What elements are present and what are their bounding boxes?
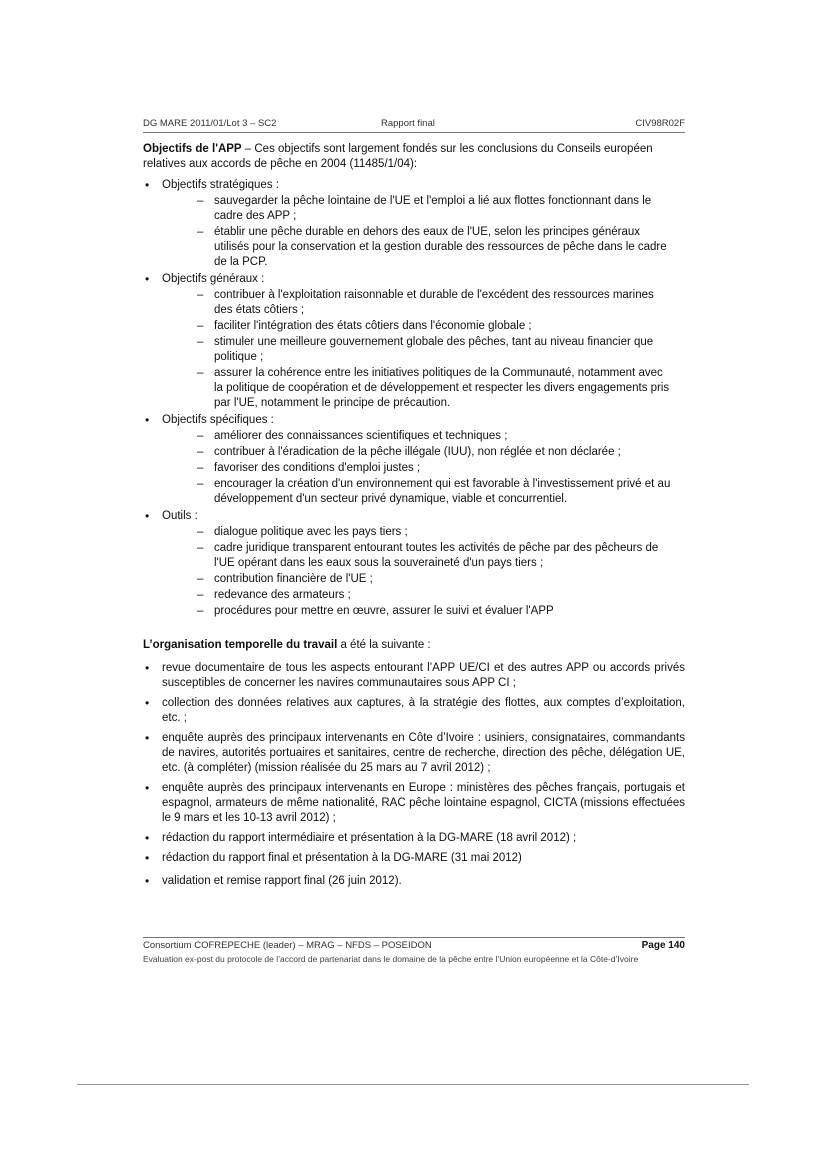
objectives-list (143, 178, 685, 619)
footer-line (143, 940, 685, 953)
footer-consortium: Consortium COFREPECHE (leader) – MRAG – NFDS – POSEIDON (143, 940, 432, 951)
objective-group-label: Objectifs stratégiques : (162, 179, 279, 191)
objective-item: – dialogue politique avec les pays tiers ; (162, 525, 685, 540)
page-footer (143, 937, 685, 964)
task-item: • enquête auprès des principaux intervenants en Côte d’Ivoire : usiniers, consignataires, commandants de navires, autorités portuaires et sanitaires, centre de recherche, direction des pêche, délégation UE, etc. (à compléter) (mission réalisée du 25 mars au 7 avril 2012) ; (143, 731, 685, 776)
objective-item: – établir une pêche durable en dehors des eaux de l'UE, selon les principes généraux utilisés pour la conservation et la gestion durable des ressources de pêche dans le cadre de la PCP. (162, 225, 685, 270)
objective-item: – stimuler une meilleure gouvernement globale des pêches, tant au niveau financier que politique ; (162, 335, 685, 365)
task-item: • validation et remise rapport final (26 juin 2012). (143, 874, 685, 889)
task-item: • collection des données relatives aux captures, à la stratégie des flottes, aux comptes d’exploitation, etc. ; (143, 696, 685, 726)
objective-sublist (162, 288, 685, 411)
header-title: Rapport final (381, 118, 435, 129)
tasks-list (143, 661, 685, 889)
objective-item: – redevance des armateurs ; (162, 588, 685, 603)
objective-item: – cadre juridique transparent entourant toutes les activités de pêche par des pêcheurs de l'UE opérant dans les eaux sous la souveraineté d'un pays tiers ; (162, 541, 685, 571)
intro-paragraph (143, 142, 685, 172)
objective-item: – contribuer à l'éradication de la pêche illégale (IUU), non réglée et non déclarée ; (162, 445, 685, 460)
objective-item: – procédures pour mettre en œuvre, assurer le suivi et évaluer l'APP (162, 604, 685, 619)
header-reference: DG MARE 2011/01/Lot 3 – SC2 (143, 118, 277, 129)
header-code: CIV98R02F (635, 118, 685, 129)
objective-group-label: Objectifs spécifiques : (162, 414, 274, 426)
objective-item: – assurer la cohérence entre les initiatives politiques de la Communauté, notamment avec la politique de coopération et de développement et respecter les divers engagements pris par l'UE, notamment le principe de précaution. (162, 366, 685, 411)
task-item: • revue documentaire de tous les aspects entourant l’APP UE/CI et des autres APP ou accords privés susceptibles de concerner les navires communautaires sous APP CI ; (143, 661, 685, 691)
objective-group (143, 509, 685, 619)
objective-group-label: Outils : (162, 510, 198, 522)
page-bottom-divider (77, 1084, 749, 1085)
objective-item: – faciliter l'intégration des états côtiers dans l'économie globale ; (162, 319, 685, 334)
intro-heading: Objectifs de l'APP (143, 143, 242, 155)
objective-group (143, 413, 685, 507)
objective-sublist (162, 194, 685, 270)
task-item: • rédaction du rapport final et présentation à la DG-MARE (31 mai 2012) (143, 851, 685, 866)
organisation-text: a été la suivante : (337, 639, 431, 651)
document-body (143, 142, 685, 894)
objective-group (143, 272, 685, 411)
organisation-heading: L’organisation temporelle du travail (143, 639, 338, 651)
objective-group (143, 178, 685, 270)
objective-item: – contribution financière de l'UE ; (162, 572, 685, 587)
objective-item: – contribuer à l'exploitation raisonnable et durable de l'excédent des ressources marines des états côtiers ; (162, 288, 685, 318)
task-item: • rédaction du rapport intermédiaire et présentation à la DG-MARE (18 avril 2012) ; (143, 831, 685, 846)
organisation-paragraph (143, 638, 685, 653)
objective-item: – favoriser des conditions d'emploi justes ; (162, 461, 685, 476)
objective-item: – améliorer des connaissances scientifiques et techniques ; (162, 429, 685, 444)
objective-item: – sauvegarder la pêche lointaine de l'UE et l'emploi a lié aux flottes fonctionnant dans le cadre des APP ; (162, 194, 685, 224)
footer-subtitle: Evaluation ex-post du protocole de l’accord de partenariat dans le domaine de la pêche entre l’Union européenne et la Côte-d’Ivoire (143, 954, 639, 964)
intro-text: – Ces objectifs sont largement fondés sur les conclusions du Conseils européen relatives aux accords de pêche en 2004 (11485/1/04): (143, 143, 653, 170)
objective-sublist (162, 429, 685, 507)
objective-sublist (162, 525, 685, 619)
task-item: • enquête auprès des principaux intervenants en Europe : ministères des pêches français, portugais et espagnol, armateurs de même nationalité, RAC pêche lointaine espagnol, CICTA (missions effectuées le 9 mars et les 10-13 avril 2012) ; (143, 781, 685, 826)
page-header (143, 118, 685, 133)
objective-group-label: Objectifs généraux : (162, 273, 265, 285)
page-number: Page 140 (641, 940, 685, 951)
objective-item: – encourager la création d'un environnement qui est favorable à l'investissement privé et au développement d'un secteur privé dynamique, viable et concurrentiel. (162, 477, 685, 507)
